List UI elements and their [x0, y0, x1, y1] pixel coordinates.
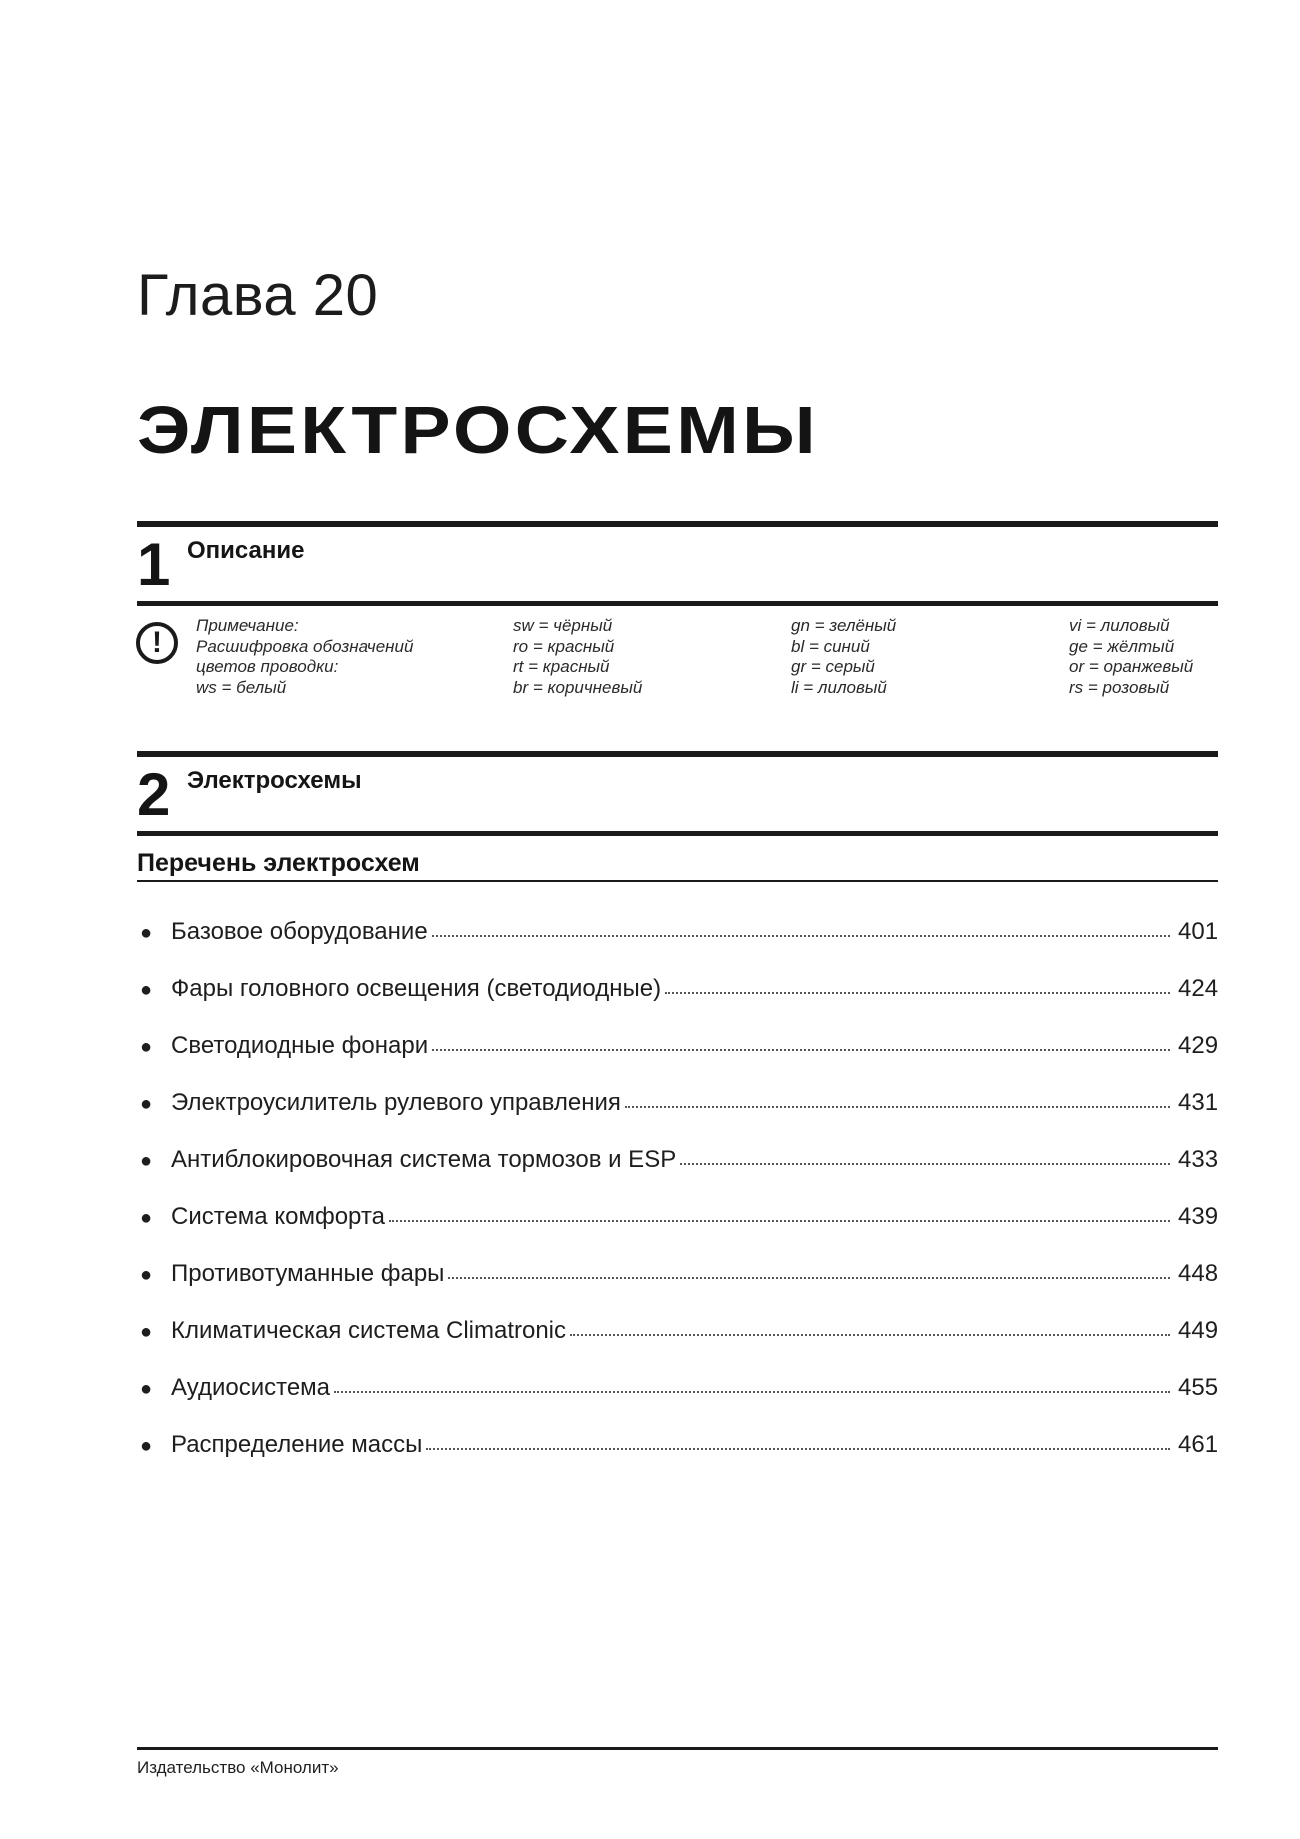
color-code: bl = синий [791, 636, 870, 656]
section-1-number: 1 [137, 531, 171, 598]
dot-leader [432, 1045, 1170, 1051]
list-item-label: Базовое оборудование [171, 918, 428, 945]
dot-leader [448, 1273, 1170, 1279]
list-item-page: 448 [1178, 1260, 1219, 1287]
list-item-label: Климатическая система Climatronic [171, 1317, 567, 1344]
subheading-rule [137, 880, 1218, 882]
color-code: gn = зелёный [791, 616, 897, 635]
exclamation-circle-icon: ! [136, 622, 178, 664]
list-item-page: 401 [1178, 918, 1219, 945]
color-code: sw = чёрный [513, 616, 613, 635]
bullet-icon: ● [140, 979, 153, 1001]
list-item-page: 433 [1178, 1146, 1219, 1173]
chapter-label: Глава 20 [137, 263, 379, 328]
list-item[interactable] [137, 975, 1218, 1009]
list-item[interactable] [137, 1146, 1218, 1180]
list-item-page: 455 [1178, 1374, 1219, 1401]
bullet-icon: ● [140, 1264, 153, 1286]
list-item-page: 429 [1178, 1032, 1219, 1059]
list-item[interactable] [137, 1089, 1218, 1123]
list-item-page: 449 [1178, 1317, 1219, 1344]
list-item[interactable] [137, 1032, 1218, 1066]
bullet-icon: ● [140, 1435, 153, 1457]
dot-leader [389, 1216, 1170, 1222]
footer-rule [137, 1747, 1218, 1750]
section-1-top-rule [137, 521, 1218, 527]
bullet-icon: ● [140, 922, 153, 944]
list-item-page: 439 [1178, 1203, 1219, 1230]
color-code: vi = лиловый [1069, 616, 1170, 635]
list-item-label: Противотуманные фары [171, 1260, 445, 1287]
section-1-bottom-rule [137, 601, 1218, 606]
list-item[interactable] [137, 1203, 1218, 1237]
bullet-icon: ● [140, 1036, 153, 1058]
section-2-number: 2 [137, 761, 171, 828]
color-code-column-1 [513, 616, 642, 698]
list-item-page: 461 [1178, 1431, 1219, 1458]
color-code: br = коричневый [513, 677, 643, 697]
bullet-icon: ● [140, 1207, 153, 1229]
list-item[interactable] [137, 1317, 1218, 1351]
dot-leader [432, 931, 1170, 937]
color-code: or = оранжевый [1069, 657, 1194, 676]
list-item-page: 431 [1178, 1089, 1219, 1116]
bullet-icon: ● [140, 1321, 153, 1343]
section-1-title: Описание [187, 537, 305, 564]
list-item-label: Распределение массы [171, 1431, 423, 1458]
note-line: цветов проводки: [196, 657, 339, 676]
list-item-label: Электроусилитель рулевого управления [171, 1089, 621, 1116]
wire-color-note [196, 616, 413, 698]
color-code-column-2 [791, 616, 896, 698]
note-line: ws = белый [196, 677, 287, 697]
color-code: gr = серый [791, 657, 875, 676]
color-code: rs = розовый [1069, 677, 1170, 697]
list-item-label: Фары головного освещения (светодиодные) [171, 975, 662, 1002]
color-code-column-3 [1069, 616, 1193, 698]
note-line: Расшифровка обозначений [196, 636, 414, 656]
color-code: rt = красный [513, 657, 610, 676]
list-item-label: Система комфорта [171, 1203, 385, 1230]
list-item[interactable] [137, 918, 1218, 952]
bullet-icon: ● [140, 1378, 153, 1400]
color-code: li = лиловый [791, 677, 887, 697]
bullet-icon: ● [140, 1093, 153, 1115]
list-item[interactable] [137, 1431, 1218, 1465]
dot-leader [625, 1102, 1170, 1108]
dot-leader [426, 1444, 1170, 1450]
note-line: Примечание: [196, 616, 299, 635]
dot-leader [334, 1387, 1170, 1393]
section-2-bottom-rule [137, 831, 1218, 836]
section-2-title: Электросхемы [187, 767, 362, 794]
chapter-title: ЭЛЕКТРОСХЕМЫ [137, 393, 819, 468]
list-item-label: Светодиодные фонари [171, 1032, 429, 1059]
dot-leader [665, 988, 1170, 994]
list-item-label: Антиблокировочная система тормозов и ESP [171, 1146, 677, 1173]
list-item[interactable] [137, 1374, 1218, 1408]
color-code: ro = красный [513, 636, 615, 656]
list-item-page: 424 [1178, 975, 1219, 1002]
list-item-label: Аудиосистема [171, 1374, 331, 1401]
publisher-footer: Издательство «Монолит» [137, 1758, 339, 1777]
dot-leader [570, 1330, 1170, 1336]
section-2-top-rule [137, 751, 1218, 757]
list-item[interactable] [137, 1260, 1218, 1294]
bullet-icon: ● [140, 1150, 153, 1172]
dot-leader [680, 1159, 1170, 1165]
color-code: ge = жёлтый [1069, 636, 1175, 656]
toc-subheading: Перечень электросхем [137, 849, 420, 877]
